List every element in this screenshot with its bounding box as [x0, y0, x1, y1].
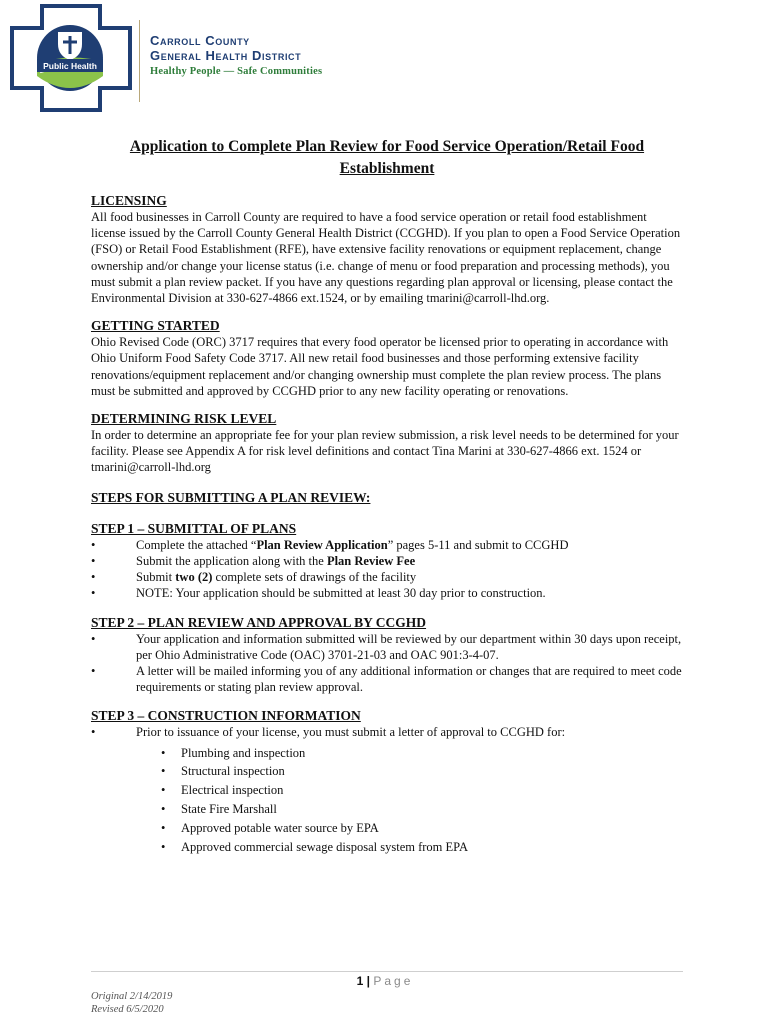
list-item: • Electrical inspection [136, 781, 683, 800]
list-item [91, 724, 683, 856]
list-item: • Complete the attached “Plan Review Application” pages 5-11 and submit to CCGHD [91, 537, 683, 553]
step2-heading: STEP 2 – PLAN REVIEW AND APPROVAL BY CCGHD [91, 614, 427, 630]
revision-dates [91, 990, 172, 1016]
step3-list [91, 724, 683, 856]
org-line1: Carroll County [150, 33, 250, 48]
document-body [91, 136, 683, 868]
page-number [0, 974, 770, 988]
public-health-logo [8, 4, 134, 112]
org-name [150, 33, 322, 77]
step3-intro: Prior to issuance of your license, you must submit a letter of approval to CCGHD for: [136, 725, 566, 740]
list-item: • NOTE: Your application should be submitted at least 30 day prior to construction. [91, 585, 683, 601]
list-item: • Structural inspection [136, 762, 683, 781]
steps-heading: STEPS FOR SUBMITTING A PLAN REVIEW: [91, 489, 371, 505]
list-item: • Your application and information submitted will be reviewed by our department within 30 days upon receipt, per Ohio Administrative Code (OAC) 3701-21-03 and OAC 901:3-4-07. [91, 631, 683, 663]
org-line2: General Health District [150, 48, 302, 63]
list-item: • Submit the application along with the Plan Review Fee [91, 553, 683, 569]
org-tagline: Healthy People — Safe Communities [150, 66, 323, 77]
header-divider [139, 20, 140, 102]
original-date: Original 2/14/2019 [91, 991, 173, 1002]
list-item: • Submit two (2) complete sets of drawings of the facility [91, 569, 683, 585]
risk-level-paragraph: In order to determine an appropriate fee for your plan review submission, a risk level needs to be determined for your facility. Please see Appendix A for risk level definitions and contact Tina Marini at 330-627-4866 ext. 1524 or tmarini@carroll-lhd.org [91, 428, 679, 475]
risk-level-heading: DETERMINING RISK LEVEL [91, 411, 277, 427]
document-title [91, 136, 683, 180]
licensing-paragraph: All food businesses in Carroll County are required to have a food service operation or retail food establishment license issued by the Carroll County General Health District (CCGHD). If you plan to open a Food Service Operation (FSO) or Retail Food Establishment (RFE), have extensive facility renovations or equipment replacement, change ownership and/or change your license status (i.e. change of menu or food preparation and processing methods), you must submit a plan review packet. If you have any questions regarding plan approval or licensing, please contact the Environmental Division at 330-627-4866 ext.1524, or by emailing tmarini@carroll-lhd.org. [91, 210, 681, 306]
step1-heading: STEP 1 – SUBMITTAL OF PLANS [91, 520, 297, 536]
list-item: • Approved commercial sewage disposal system from EPA [136, 838, 683, 857]
step3-heading: STEP 3 – CONSTRUCTION INFORMATION [91, 708, 361, 724]
step3-sublist [136, 744, 683, 857]
logo-text: Public Health [43, 61, 97, 71]
page-number-value: 1 [356, 974, 364, 988]
getting-started-paragraph: Ohio Revised Code (ORC) 3717 requires that every food operator be licensed prior to operating in accordance with Ohio Uniform Food Safety Code 3717. All new retail food businesses and those performing extensive facility renovations/equipment replacement and/or changing ownership must complete the plan review process. The plans must be submitted and approved by CCGHD prior to any new facility operating or renovations. [91, 335, 669, 398]
licensing-heading: LICENSING [91, 193, 167, 208]
letterhead [0, 0, 770, 120]
title-line2: Establishment [339, 160, 435, 177]
list-item: • A letter will be mailed informing you of any additional information or changes that are required to meet code requirements or stating plan review approval. [91, 663, 683, 695]
getting-started-heading: GETTING STARTED [91, 318, 220, 334]
step1-list [91, 537, 683, 602]
step2-list [91, 631, 683, 696]
revised-date: Revised 6/5/2020 [91, 1004, 164, 1015]
list-item: • State Fire Marshall [136, 800, 683, 819]
title-line1: Application to Complete Plan Review for Food Service Operation/Retail Food [129, 138, 645, 155]
footer-divider [91, 971, 683, 972]
page-word: Page [373, 974, 414, 988]
list-item: • Approved potable water source by EPA [136, 819, 683, 838]
page-separator: | [366, 974, 370, 988]
list-item: • Plumbing and inspection [136, 744, 683, 763]
